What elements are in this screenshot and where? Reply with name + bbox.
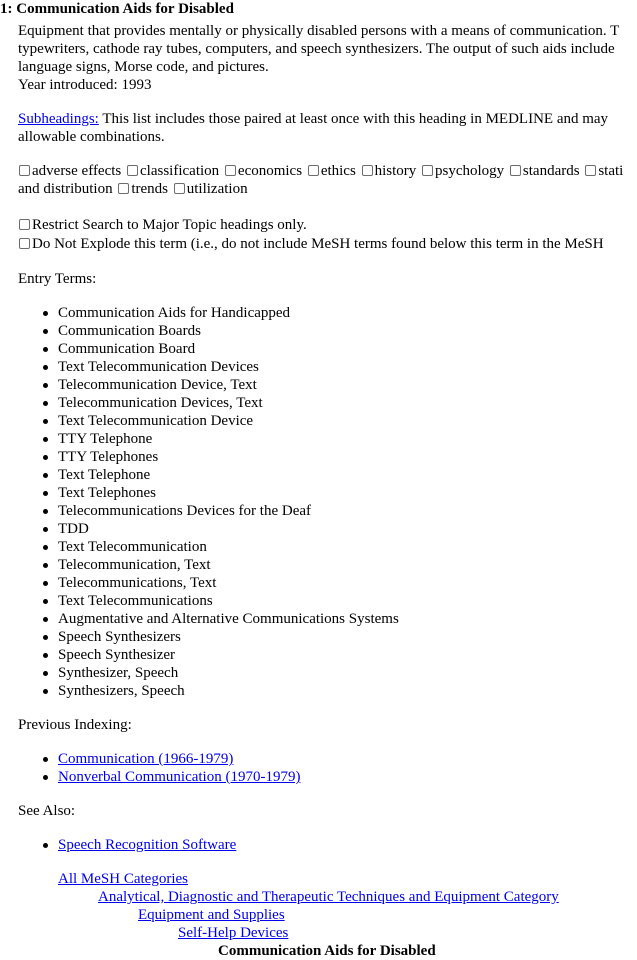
entry-term-item: Text Telecommunication Devices [40, 358, 399, 376]
do-not-explode-checkbox[interactable] [19, 238, 30, 249]
subheading-checkbox-psychology[interactable] [422, 165, 433, 176]
previous-indexing-heading: Previous Indexing: [18, 717, 132, 733]
list-item [40, 836, 236, 854]
list-item [40, 768, 300, 786]
entry-term-item: Text Telecommunication [40, 538, 399, 556]
entry-term-item: Telecommunications Devices for the Deaf [40, 502, 399, 520]
subheading-label: ethics [320, 163, 356, 179]
tree-category-link[interactable]: Analytical, Diagnostic and Therapeutic Techniques and Equipment Category [98, 889, 559, 905]
no-explode-option [18, 235, 604, 253]
year-introduced: Year introduced: 1993 [18, 77, 152, 93]
description-line-2: typewriters, cathode ray tubes, computers, and speech synthesizers. The output of such aids include [18, 41, 615, 57]
subheading-label: and distribution [18, 181, 113, 197]
subheadings-intro [18, 110, 608, 128]
entry-term-item: Communication Board [40, 340, 399, 358]
subheading-checkbox-statistics[interactable] [585, 165, 596, 176]
entry-term-item: TDD [40, 520, 399, 538]
subheading-label: trends [131, 181, 168, 197]
entry-term-item: Text Telephone [40, 466, 399, 484]
previous-indexing-link[interactable]: Nonverbal Communication (1970-1979) [58, 769, 301, 785]
subheading-checkbox-row-2 [18, 180, 249, 198]
subheading-checkbox-row-1 [18, 162, 624, 180]
entry-term-item: Text Telecommunications [40, 592, 399, 610]
entry-term-item: Telecommunication, Text [40, 556, 399, 574]
entry-term-item: TTY Telephone [40, 430, 399, 448]
entry-term-item: Synthesizer, Speech [40, 664, 399, 682]
restrict-option [18, 216, 307, 234]
subheading-label: adverse effects [32, 163, 122, 179]
subheading-label: history [374, 163, 417, 179]
description-line-3: language signs, Morse code, and pictures. [18, 59, 269, 75]
entry-term-item: TTY Telephones [40, 448, 399, 466]
subheading-checkbox-utilization[interactable] [174, 183, 185, 194]
restrict-major-topic-label: Restrict Search to Major Topic headings only. [32, 217, 307, 233]
subheading-label: standards [522, 163, 580, 179]
subheading-checkbox-trends[interactable] [118, 183, 129, 194]
subheading-checkbox-standards[interactable] [510, 165, 521, 176]
see-also-link[interactable]: Speech Recognition Software [58, 837, 237, 853]
restrict-major-topic-checkbox[interactable] [19, 219, 30, 230]
entry-term-item: Speech Synthesizer [40, 646, 399, 664]
subheadings-text: This list includes those paired at least once with this heading in MEDLINE and may [98, 111, 609, 127]
record-number: 1: [0, 1, 13, 17]
see-also-list [40, 836, 236, 854]
subheading-label: stati [598, 163, 624, 179]
subheading-label: utilization [186, 181, 248, 197]
subheading-checkbox-history[interactable] [362, 165, 373, 176]
previous-indexing-link[interactable]: Communication (1966-1979) [58, 751, 234, 767]
entry-term-item: Text Telephones [40, 484, 399, 502]
entry-term-item: Telecommunications, Text [40, 574, 399, 592]
subheading-label: psychology [434, 163, 505, 179]
record-title [0, 0, 234, 18]
tree-self-help-link[interactable]: Self-Help Devices [178, 925, 289, 941]
previous-indexing-list [40, 750, 300, 786]
entry-term-item: Text Telecommunication Device [40, 412, 399, 430]
subheading-label: classification [140, 163, 220, 179]
tree-equipment-link[interactable]: Equipment and Supplies [138, 907, 285, 923]
entry-term-item: Communication Aids for Handicapped [40, 304, 399, 322]
see-also-heading: See Also: [18, 803, 76, 819]
subheading-checkbox-classification[interactable] [127, 165, 138, 176]
list-item [40, 750, 300, 768]
entry-term-item: Telecommunication Devices, Text [40, 394, 399, 412]
entry-terms-heading: Entry Terms: [18, 271, 97, 287]
entry-term-item: Speech Synthesizers [40, 628, 399, 646]
entry-term-item: Telecommunication Device, Text [40, 376, 399, 394]
entry-terms-list [40, 304, 399, 700]
subheading-checkbox-economics[interactable] [225, 165, 236, 176]
entry-term-item: Augmentative and Alternative Communications Systems [40, 610, 399, 628]
subheading-label: economics [237, 163, 303, 179]
subheading-checkbox-ethics[interactable] [308, 165, 319, 176]
subheadings-text-line-2: allowable combinations. [18, 129, 165, 145]
description-line-1: Equipment that provides mentally or physically disabled persons with a means of communication. T [18, 23, 620, 39]
tree-current-term: Communication Aids for Disabled [218, 943, 436, 959]
subheading-checkbox-adverse-effects[interactable] [19, 165, 30, 176]
tree-all-mesh-categories-link[interactable]: All MeSH Categories [58, 871, 188, 887]
entry-term-item: Communication Boards [40, 322, 399, 340]
do-not-explode-label: Do Not Explode this term (i.e., do not include MeSH terms found below this term in the MeSH [32, 236, 604, 252]
record-heading: Communication Aids for Disabled [16, 1, 234, 17]
subheadings-link[interactable]: Subheadings: [18, 111, 99, 127]
entry-term-item: Synthesizers, Speech [40, 682, 399, 700]
